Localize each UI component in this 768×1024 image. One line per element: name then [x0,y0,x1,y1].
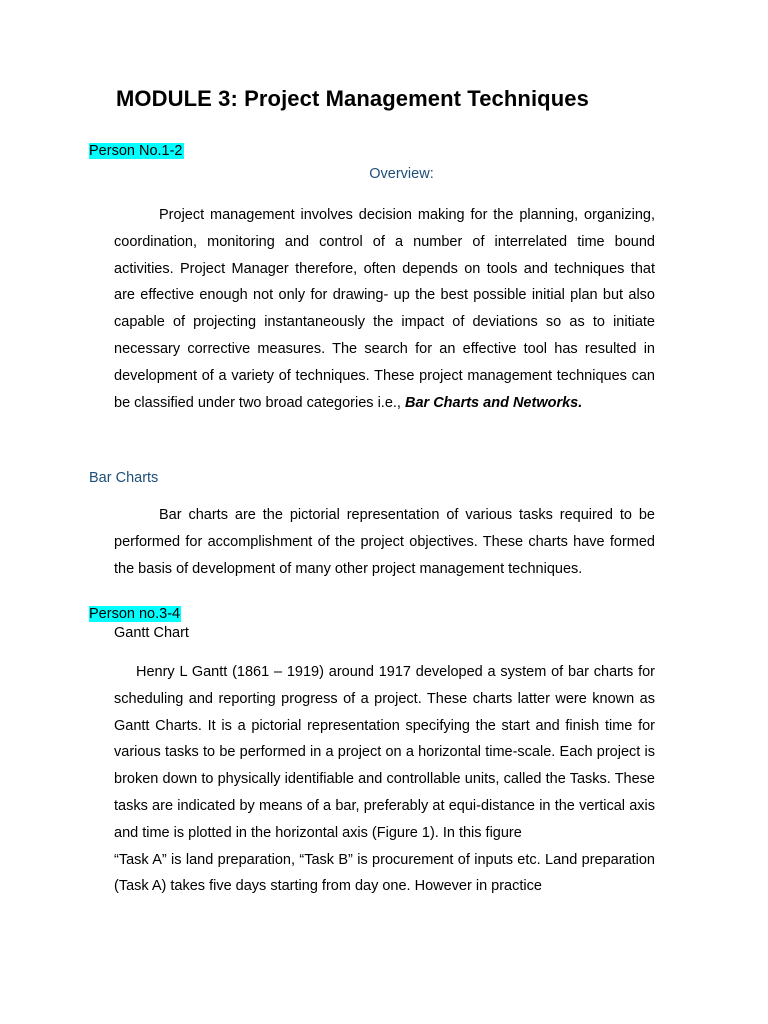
bar-charts-heading: Bar Charts [89,470,159,486]
highlighted-person-label: Person No.1-2 [89,143,183,159]
gantt-chart-heading: Gantt Chart [114,625,189,641]
overview-heading: Overview: [369,166,434,182]
overview-text-block [114,202,655,416]
bar-charts-text: Bar charts are the pictorial representation of various tasks required to be performed for accomplishment of the project objectives. These charts have formed the basis of development of many other project management techniques. [114,507,655,577]
page-title: MODULE 3: Project Management Techniques [116,86,589,111]
gantt-chart-text-continued: “Task A” is land preparation, “Task B” is procurement of inputs etc. Land preparation (Task A) takes five days starting from day one. However in practice [114,851,655,895]
overview-paragraph [114,202,655,416]
gantt-chart-paragraph [114,659,655,900]
person-label-2 [89,605,181,623]
overview-emphasis: Bar Charts and Networks. [404,394,583,411]
highlighted-person-label: Person no.3-4 [89,606,181,622]
bar-charts-paragraph [114,502,655,582]
gantt-chart-text: Henry L Gantt (1861 – 1919) around 1917 developed a system of bar charts for scheduling and reporting progress of a project. These charts latter were known as Gantt Charts. It is a pictorial representation specifying the start and finish time for various tasks to be performed in a project on a horizontal time-scale. Each project is broken down to physically identifiable and controllable units, called the Tasks. These tasks are indicated by means of a bar, preferably at equi-distance in the vertical axis and time is plotted in the horizontal axis (Figure 1). In this figure [114,664,655,841]
overview-text: Project management involves decision making for the planning, organizing, coordination, monitoring and control of a number of interrelated time bound activities. Project Manager therefore, often depends on tools and techniques that are effective enough not only for drawing- up the best possible initial plan but also capable of projecting instantaneously the impact of deviations so as to initiate necessary corrective measures. The search for an effective tool has resulted in development of a variety of techniques. These project management techniques can be classified under two broad categories i.e., [114,207,655,411]
person-label-1 [89,142,184,160]
